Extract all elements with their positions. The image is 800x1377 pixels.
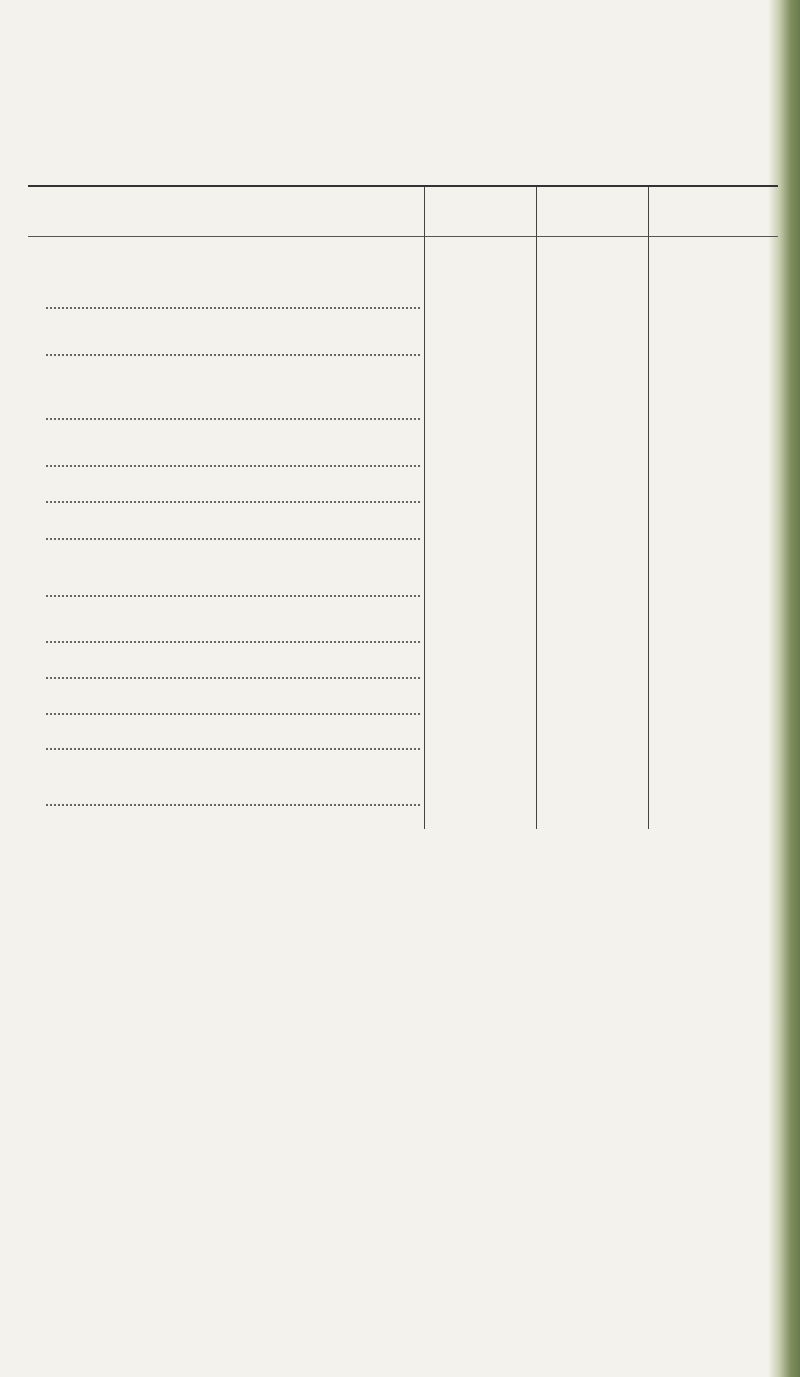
row-label-uterus [42,581,420,601]
row-label-rectum [42,663,420,683]
row-label-hand [42,790,420,810]
top-rule-thick [28,185,778,187]
row-label-bladder [42,734,420,754]
row-label-sacrum [42,699,420,719]
row-label-kidney [42,524,420,544]
header-bottom-rule [28,236,778,237]
row-label-mediastinum [42,340,420,360]
row-label-breast [42,293,420,313]
row-label-testicle [42,627,420,647]
column-divider-3 [648,187,649,829]
row-label-sigmoid [42,487,420,507]
row-label-stomach [42,404,420,424]
page-edge-shadow [768,0,800,1377]
column-divider-2 [536,187,537,829]
column-divider-1 [424,187,425,829]
row-label-peritoneum [42,451,420,471]
